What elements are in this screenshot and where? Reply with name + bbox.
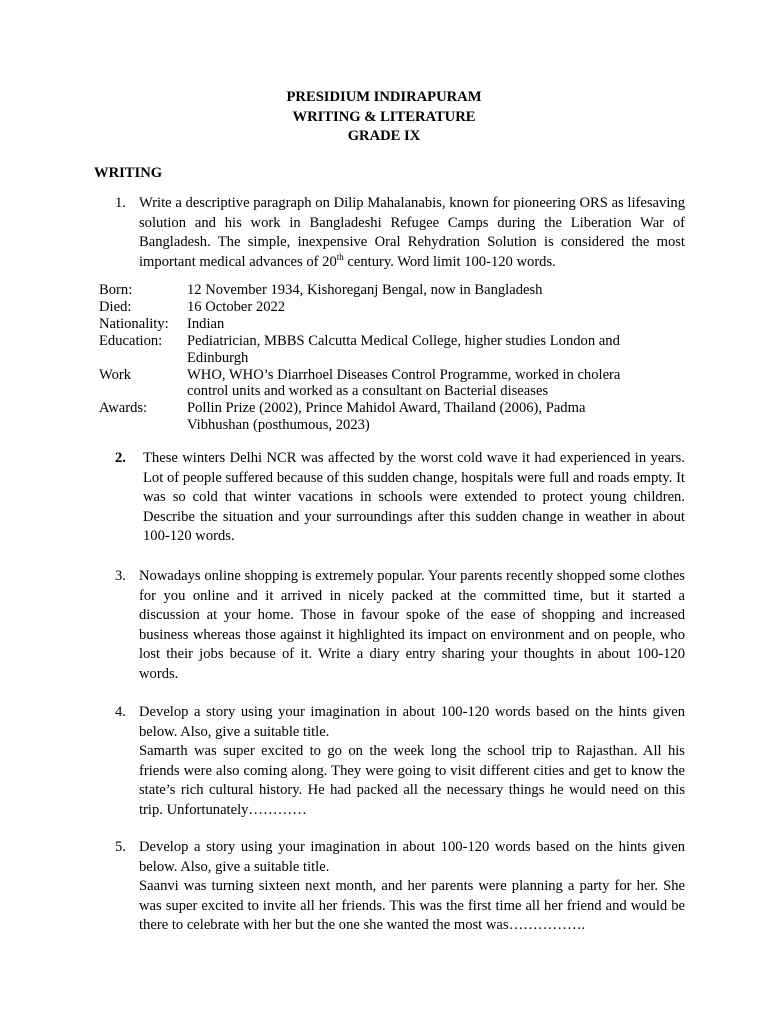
fact-value: 12 November 1934, Kishoreganj Bengal, now in Bangladesh [187, 282, 543, 298]
story-prompt: Develop a story using your imagination in about 100-120 words based on the hints given below. Also, give a suitable title. [139, 704, 685, 740]
fact-label: Nationality: [99, 315, 169, 332]
fact-value: WHO, WHO’s Diarrhoel Diseases Control Programme, worked in cholera control units and worked as a consultant on Bacterial diseases [187, 366, 621, 400]
question-number: 4. [115, 704, 126, 720]
story-prompt: Develop a story using your imagination in about 100-120 words based on the hints given below. Also, give a suitable title. [139, 839, 685, 875]
question-text: Nowadays online shopping is extremely popular. Your parents recently shopped some clothes for you online and it arrived in nicely packed at the committed time, but it started a discussion at your home. Those in favour spoke of the ease of shopping and increased business whereas those against it highlighted its impact on environment and on people, who lost their jobs because of it. Write a diary entry sharing your thoughts in about 100-120 words. [139, 568, 685, 682]
section-heading: WRITING [94, 165, 163, 181]
fact-label: Education: [99, 332, 163, 349]
fact-row-education [99, 333, 639, 367]
fact-value: Pediatrician, MBBS Calcutta Medical College, higher studies London and Edinburgh [187, 332, 620, 366]
fact-label: Died: [99, 298, 132, 315]
question-text: Write a descriptive paragraph on Dilip Mahalanabis, known for pioneering ORS as lifesaving solution and his work in Bangladeshi Refugee Camps during the Liberation War of Bangladesh. The simple, inexpensive Oral Rehydration Solution is considered the most important medical advances of 20th century. Word limit 100-120 words. [139, 195, 685, 270]
biography-facts [99, 282, 639, 434]
fact-value: 16 October 2022 [187, 298, 286, 315]
question-text [139, 838, 685, 936]
fact-row-work [99, 367, 639, 401]
fact-value: Indian [187, 315, 225, 332]
fact-row-awards [99, 400, 639, 434]
question-number: 3. [115, 568, 126, 584]
fact-row-nationality [99, 316, 639, 333]
fact-label: Awards: [99, 400, 148, 417]
question-number: 2. [115, 450, 126, 466]
question-text [139, 703, 685, 820]
subject-title: WRITING & LITERATURE [292, 108, 476, 125]
fact-label: Work [99, 366, 132, 383]
question-number: 5. [115, 839, 126, 855]
fact-row-born [99, 282, 639, 299]
question-text: These winters Delhi NCR was affected by the worst cold wave it had experienced in years. Lot of people suffered because of this sudden change, hospitals were full and roads empty. It was so cold that winter vacations in schools were extended to protect young children. Describe the situation and your surroundings after this sudden change in weather in about 100-120 words. [143, 450, 685, 544]
fact-label: Born: [99, 282, 133, 298]
grade-label: GRADE IX [347, 128, 421, 144]
document-header [0, 88, 768, 147]
story-hint: Saanvi was turning sixteen next month, and her parents were planning a party for her. She was super excited to invite all her friends. This was the first time all her friend and would be there to celebrate with her but the one she wanted the most was……………. [139, 878, 685, 933]
fact-value: Pollin Prize (2002), Prince Mahidol Award, Thailand (2006), Padma Vibhushan (posthumous, 2023) [187, 400, 586, 434]
story-hint: Samarth was super excited to go on the week long the school trip to Rajasthan. All his friends were also coming along. They were going to visit different cities and get to know the state’s rich cultural history. He had packed all the necessary things he would need on this trip. Unfortunately………… [139, 743, 685, 818]
question-number: 1. [115, 195, 126, 211]
fact-row-died [99, 299, 639, 316]
school-name: PRESIDIUM INDIRAPURAM [286, 89, 482, 105]
